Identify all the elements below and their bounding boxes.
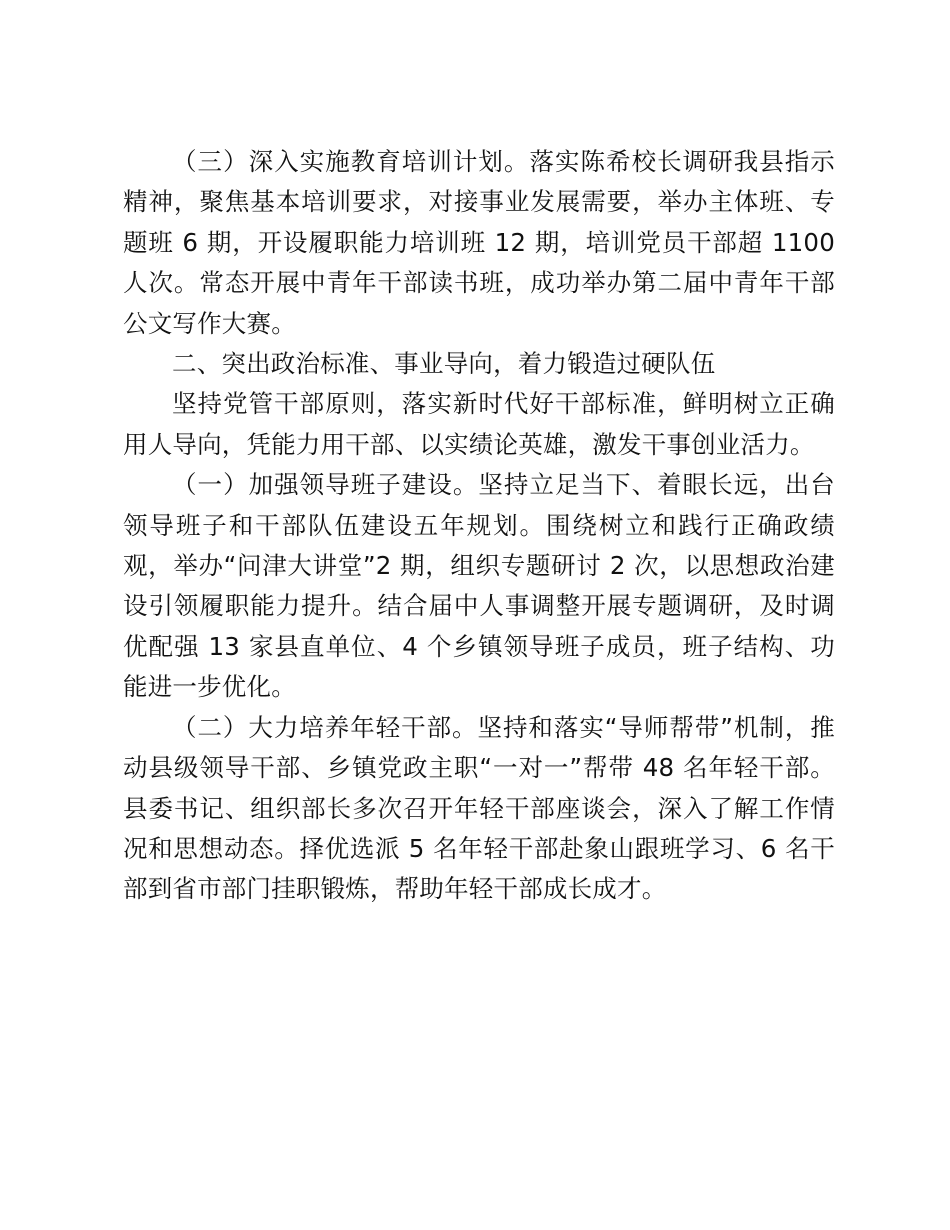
paragraph-young-cadres: （二）大力培养年轻干部。坚持和落实“导师帮带”机制，推动县级领导干部、乡镇党政主职“一对一”帮带 48 名年轻干部。县委书记、组织部长多次召开年轻干部座谈会，深入了解工作情况和思想动态。择优选派 5 名年轻干部赴象山跟班学习、6 名干部到省市部门挂职锻炼，帮助年轻干部成长成才。 [123, 712, 835, 904]
paragraph-leadership-team: （一）加强领导班子建设。坚持立足当下、着眼长远，出台领导班子和干部队伍建设五年规划。围绕树立和践行正确政绩观，举办“问津大讲堂”2 期，组织专题研讨 2 次，以思想政治建设引领履职能力提升。结合届中人事调整开展专题调研，及时调优配强 13 家县直单位、4 个乡镇领导班子成员，班子结构、功能进一步优化。 [123, 470, 835, 702]
section-heading-2: 二、突出政治标准、事业导向，着力锻造过硬队伍 [172, 349, 716, 379]
document-body [123, 142, 835, 910]
paragraph-training-plan: （三）深入实施教育培训计划。落实陈希校长调研我县指示精神，聚焦基本培训要求，对接事业发展需要，举办主体班、专题班 6 期，开设履职能力培训班 12 期，培训党员干部超 1100 人次。常态开展中青年干部读书班，成功举办第二届中青年干部公文写作大赛。 [123, 147, 835, 338]
paragraph-cadre-principle: 坚持党管干部原则，落实新时代好干部标准，鲜明树立正确用人导向，凭能力用干部、以实绩论英雄，激发干事创业活力。 [123, 389, 835, 459]
